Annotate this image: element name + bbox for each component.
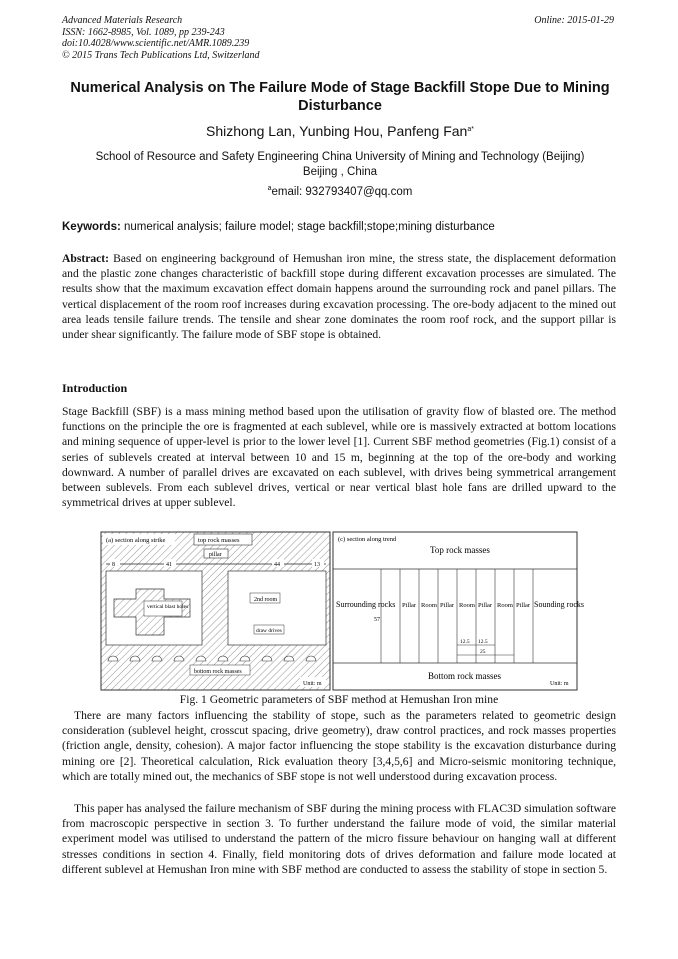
dim-label-c: 25 xyxy=(480,649,486,655)
doi: doi:10.4028/www.scientific.net/AMR.1089.239 xyxy=(62,38,250,49)
col-label-6: Room xyxy=(497,602,513,609)
dim-label-b: 12.5 xyxy=(478,639,488,645)
col-label-4: Room xyxy=(459,602,475,609)
dim-label-1: 8 xyxy=(112,562,115,568)
units-label-a: Unit: m xyxy=(303,681,322,687)
online-date: Online: 2015-01-29 xyxy=(534,15,614,26)
abstract-text: Based on engineering background of Hemushan iron mine, the stress state, the displacement deformation and the plastic zone changes characteristic of backfill stope during different excavation processes are simulated. The results show that the maximum excavation effect domain happens around the surrounding rock and panel pillars. The vertical displacement of the room roof increases during excavation processing. The ore-body adjacent to the mined out area leads tensile failure trends. The tensile and shear zone dominates the room roof rock, and the support pillar is under shear significantly. The failure mode of SBF stope is obtained. xyxy=(62,252,616,342)
col-label-5: Pillar xyxy=(478,602,493,609)
paper-title: Numerical Analysis on The Failure Mode of Stage Backfill Stope Due to Mining Disturbance xyxy=(70,80,610,114)
units-label-c: Unit: m xyxy=(550,681,569,687)
intro-paragraph-1: Stage Backfill (SBF) is a mass mining method based upon the utilisation of gravity flow of blasted ore. The method functions on the principle the ore is fragmented at each sublevel, while ore is massively extracted at bottom locations and mining sequence of upper-level is prior to the lower level [1]. Current SBF method geometries (Fig.1) consist of a series of sublevels created at interval between 10 and 15 m, beginning at the top of the ore-body and working downward. A number of parallel drives are excavated on each sublevel, with drives being symmetrical arrangement between sublevels. From each sublevel drives, vertical or near vertical blast hole fans are drilled upward to the symmetrical drives at upper sublevel. xyxy=(62,405,616,510)
figure-1-caption: Fig. 1 Geometric parameters of SBF method at Hemushan Iron mine xyxy=(179,693,499,706)
panel-a xyxy=(101,532,330,690)
right-rocks-label: Sounding rocks xyxy=(534,600,584,609)
dim-label-4: 13 xyxy=(314,562,320,568)
panel-a-label: (a) section along strike xyxy=(106,537,166,544)
blast-hole-label: vertical blast holes xyxy=(147,604,189,610)
col-label-3: Pillar xyxy=(440,602,455,609)
col-label-7: Pillar xyxy=(516,602,531,609)
dim-height-label: 57 xyxy=(374,617,380,623)
affiliation xyxy=(60,150,620,180)
copyright: © 2015 Trans Tech Publications Ltd, Switzerland xyxy=(62,49,260,61)
journal-name: Advanced Materials Research xyxy=(62,15,183,26)
left-rocks-label: Surrounding rocks xyxy=(336,600,396,609)
panel-c-frame xyxy=(333,532,577,690)
col-label-1: Pillar xyxy=(402,602,417,609)
dim-label-3: 44 xyxy=(274,562,280,568)
dim-label-a: 12.5 xyxy=(460,639,470,645)
author-marker: a* xyxy=(467,126,474,133)
author-list xyxy=(60,123,620,139)
email-marker: a xyxy=(267,185,272,192)
panel-c-bottom-label: Bottom rock masses xyxy=(428,671,501,681)
keywords xyxy=(62,221,618,233)
intro-paragraph-3: This paper has analysed the failure mechanism of SBF during the mining process with FLAC3D simulation software from macroscopic perspective in section 3. To further understand the failure mode of void, the similar material experiment model was utilised to understand the pattern of the micro fissure behaviour on hanging wall at different stresses conditions in section 4. Finally, field monitoring dots of drives deformation and failure mode located at different sublevel at Hemushan Iron mine with SBF method are conducted to assess the stability of stope in section 5. xyxy=(62,802,616,876)
bottom-rock-label: bottom rock masses xyxy=(194,669,242,675)
section-heading-introduction: Introduction xyxy=(62,381,128,395)
pillar-label: pillar xyxy=(209,552,222,558)
keywords-label: Keywords: xyxy=(62,221,121,233)
keywords-text: numerical analysis; failure model; stage backfill;stope;mining disturbance xyxy=(120,221,495,233)
dim-label-2: 41 xyxy=(166,562,172,568)
panel-c-label: (c) section along trend xyxy=(338,536,397,543)
affiliation-line-1: School of Resource and Safety Engineering China University of Mining and Technology (Beijing) xyxy=(95,151,585,163)
email xyxy=(60,186,620,198)
journal-header xyxy=(62,15,260,61)
figure-1 xyxy=(100,531,584,696)
col-label-2: Room xyxy=(421,602,437,609)
room-label: 2nd room xyxy=(254,597,278,603)
panel-c xyxy=(333,532,584,690)
top-rock-label: top rock masses xyxy=(198,537,240,544)
draw-drives-label: draw drives xyxy=(256,628,282,634)
panel-c-top-label: Top rock masses xyxy=(430,545,490,555)
affiliation-line-2: Beijing , China xyxy=(302,166,378,178)
intro-paragraph-2: There are many factors influencing the stability of stope, such as the parameters related to geometric design consideration (sublevel height, crosscut spacing, drive geometry), draw control practices, and rock masses properties (friction angle, density, cohesion). A major factor influencing the stope stability is the excavation disturbance during mining ore [2]. Theoretical calculation, Rick evaluation theory [3,4,5,6] and Micro-seismic monitoring technique, which are totally mined out, the mechanics of SBF stope is not well understood during excavation process. xyxy=(62,709,616,783)
abstract-label: Abstract: xyxy=(62,252,110,265)
issn: ISSN: 1662-8985, Vol. 1089, pp 239-243 xyxy=(62,26,225,38)
author-names: Shizhong Lan, Yunbing Hou, Panfeng Fan xyxy=(206,123,468,139)
figure-1-diagram xyxy=(100,531,584,691)
abstract xyxy=(62,251,616,342)
email-text: email: 932793407@qq.com xyxy=(271,186,413,198)
